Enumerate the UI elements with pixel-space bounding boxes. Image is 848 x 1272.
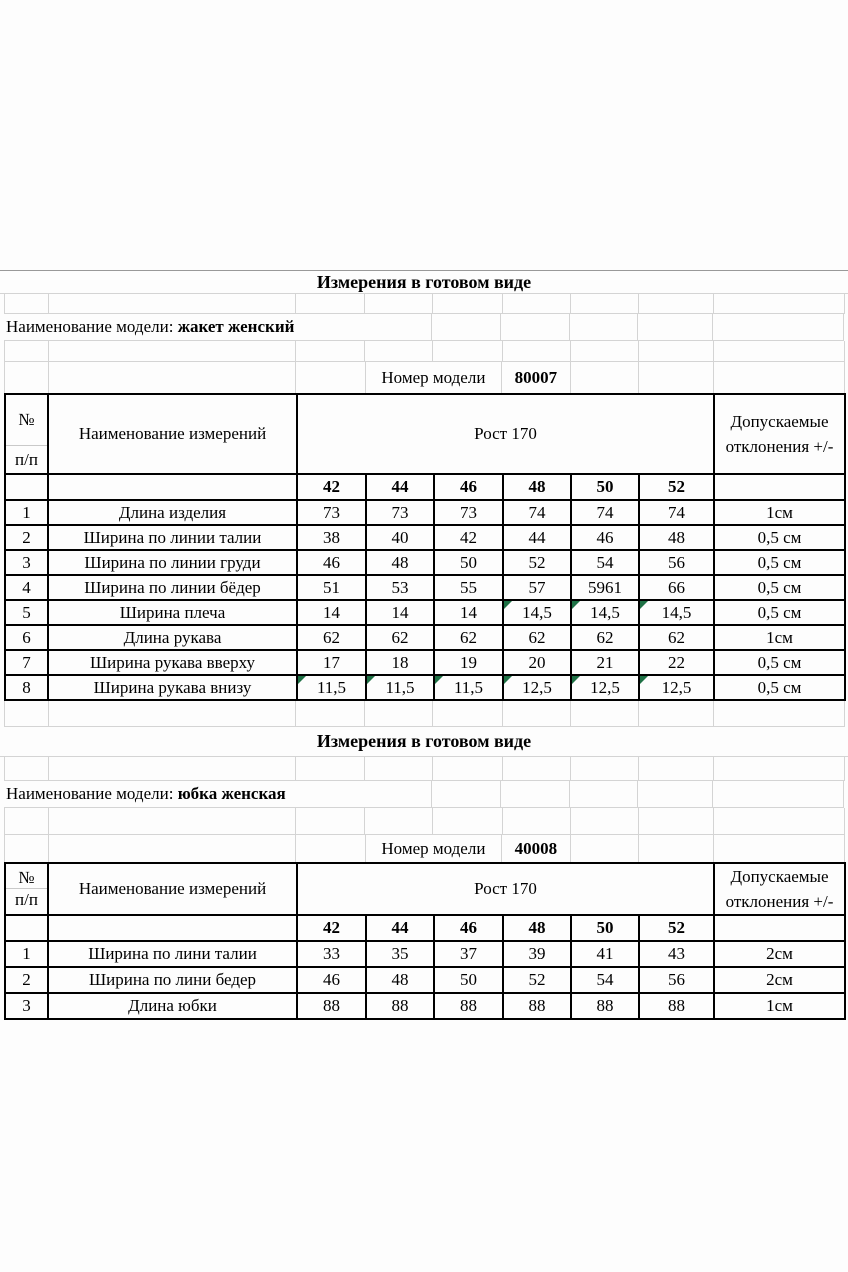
- value-cell: 18: [366, 650, 434, 675]
- value-cell: 48: [366, 967, 434, 993]
- deviation-cell: 2см: [714, 967, 845, 993]
- grid-cell: [433, 808, 502, 834]
- grid-cell: [639, 835, 714, 862]
- deviation-header-line2: отклонения +/-: [725, 437, 834, 456]
- value-cell: 88: [571, 993, 639, 1019]
- grid-cell: [5, 757, 49, 780]
- value-cell: 52: [503, 550, 571, 575]
- value-cell: 55: [434, 575, 503, 600]
- num-sign: №: [6, 395, 47, 446]
- value-cell: 48: [639, 525, 714, 550]
- value-cell: 62: [503, 625, 571, 650]
- grid-cell: [49, 294, 296, 313]
- grid-cell: [714, 835, 845, 862]
- grid-cell: [49, 808, 296, 834]
- grid-cell: [714, 701, 845, 726]
- size-header-row: [5, 474, 845, 500]
- grid-cell: [5, 835, 49, 862]
- table-row: [5, 967, 845, 993]
- value-cell: 11,5: [434, 675, 503, 700]
- value-cell: 74: [503, 500, 571, 525]
- value-cell: 5961: [571, 575, 639, 600]
- value-cell: 53: [366, 575, 434, 600]
- grid-cell: [714, 808, 845, 834]
- grid-cell: [639, 362, 714, 393]
- skirt-section: [0, 727, 848, 1020]
- model-name: жакет женский: [177, 317, 295, 336]
- grid-cell: [5, 362, 49, 393]
- model-label: Наименование модели:: [6, 317, 174, 336]
- grid-cell: [5, 294, 49, 313]
- grid-cell: [571, 757, 639, 780]
- value-cell: 50: [434, 550, 503, 575]
- value-cell: 14: [366, 600, 434, 625]
- value-cell: 42: [434, 525, 503, 550]
- value-cell: 12,5: [503, 675, 571, 700]
- deviation-cell: 0,5 см: [714, 600, 845, 625]
- size-cell: 46: [434, 474, 503, 500]
- row-number-cell: 6: [5, 625, 48, 650]
- value-cell: 11,5: [297, 675, 366, 700]
- grid-cell: [49, 341, 296, 361]
- deviation-cell: 0,5 см: [714, 550, 845, 575]
- measurement-name-cell: Длина юбки: [48, 993, 297, 1019]
- value-cell: 19: [434, 650, 503, 675]
- value-cell: 33: [297, 941, 366, 967]
- value-cell: 62: [434, 625, 503, 650]
- size-cell: 48: [503, 915, 571, 941]
- grid-cell: [638, 314, 713, 340]
- grid-cell: [714, 294, 845, 313]
- grid-cell: [365, 808, 433, 834]
- grid-cell: [501, 314, 569, 340]
- value-cell: 56: [639, 550, 714, 575]
- row-number-cell: 4: [5, 575, 48, 600]
- grid-cell: [49, 362, 297, 393]
- grid-filler-row: [4, 757, 845, 781]
- blank-area-top: [0, 0, 848, 271]
- size-cell: 44: [366, 915, 434, 941]
- grid-cell: [296, 341, 365, 361]
- deviation-header-cell: [714, 394, 845, 474]
- grid-cell: [296, 835, 365, 862]
- table-row: [5, 675, 845, 700]
- grid-cell: [571, 341, 639, 361]
- section-title: [0, 271, 848, 294]
- deviation-cell: 2см: [714, 941, 845, 967]
- row-number-cell: 3: [5, 550, 48, 575]
- value-cell: 46: [297, 550, 366, 575]
- grid-cell: [713, 781, 844, 807]
- value-cell: 73: [297, 500, 366, 525]
- grid-cell: [432, 781, 501, 807]
- empty-cell: [48, 915, 297, 941]
- value-cell: 56: [639, 967, 714, 993]
- value-cell: 37: [434, 941, 503, 967]
- table-row: [5, 650, 845, 675]
- row-number-cell: 2: [5, 525, 48, 550]
- grid-cell: [296, 757, 365, 780]
- grid-filler-row: [4, 701, 845, 727]
- row-number-cell: 3: [5, 993, 48, 1019]
- grid-cell: [433, 701, 502, 726]
- table-row: [5, 941, 845, 967]
- value-cell: 57: [503, 575, 571, 600]
- grid-cell: [639, 701, 714, 726]
- deviation-cell: 1см: [714, 625, 845, 650]
- grid-cell: [639, 757, 714, 780]
- height-group-header-cell: Рост 170: [297, 394, 714, 474]
- table-row: [5, 625, 845, 650]
- grid-cell: [638, 781, 713, 807]
- grid-cell: [365, 294, 433, 313]
- measurement-name-cell: Длина изделия: [48, 500, 297, 525]
- grid-cell: [503, 701, 571, 726]
- grid-cell: [571, 835, 639, 862]
- value-cell: 48: [366, 550, 434, 575]
- grid-cell: [503, 341, 571, 361]
- table-row: [5, 993, 845, 1019]
- value-cell: 14: [434, 600, 503, 625]
- value-cell: 22: [639, 650, 714, 675]
- model-name: юбка женская: [177, 784, 286, 803]
- value-cell: 88: [503, 993, 571, 1019]
- size-cell: 46: [434, 915, 503, 941]
- model-number-label: Номер модели: [366, 835, 503, 862]
- table-row: [5, 500, 845, 525]
- value-cell: 62: [297, 625, 366, 650]
- grid-cell: [571, 362, 639, 393]
- grid-cell: [639, 341, 714, 361]
- grid-cell: [296, 362, 365, 393]
- value-cell: 11,5: [366, 675, 434, 700]
- jacket-section: [0, 271, 848, 701]
- row-number-header-cell: [5, 863, 48, 915]
- value-cell: 73: [434, 500, 503, 525]
- grid-cell: [501, 781, 569, 807]
- grid-cell: [365, 341, 433, 361]
- value-cell: 35: [366, 941, 434, 967]
- num-sign: №: [6, 868, 47, 889]
- deviation-header-line1: Допускаемые: [730, 412, 829, 431]
- value-cell: 46: [297, 967, 366, 993]
- value-cell: 14,5: [503, 600, 571, 625]
- value-cell: 54: [571, 967, 639, 993]
- grid-cell: [433, 294, 502, 313]
- grid-cell: [571, 701, 639, 726]
- size-header-row: [5, 915, 845, 941]
- model-number-value: 40008: [502, 835, 570, 862]
- grid-cell: [570, 314, 638, 340]
- grid-cell: [365, 701, 433, 726]
- value-cell: 50: [434, 967, 503, 993]
- row-number-cell: 1: [5, 500, 48, 525]
- measurement-name-cell: Ширина по линии груди: [48, 550, 297, 575]
- grid-cell: [639, 808, 714, 834]
- value-cell: 88: [434, 993, 503, 1019]
- value-cell: 39: [503, 941, 571, 967]
- grid-cell: [639, 294, 714, 313]
- value-cell: 52: [503, 967, 571, 993]
- row-number-cell: 1: [5, 941, 48, 967]
- grid-cell: [714, 362, 845, 393]
- value-cell: 14,5: [639, 600, 714, 625]
- deviation-cell: 0,5 см: [714, 525, 845, 550]
- grid-cell: [296, 808, 365, 834]
- deviation-header-line2: отклонения +/-: [725, 892, 834, 911]
- model-name-line: [4, 784, 364, 804]
- value-cell: 17: [297, 650, 366, 675]
- value-cell: 74: [639, 500, 714, 525]
- value-cell: 62: [571, 625, 639, 650]
- grid-cell: [49, 701, 296, 726]
- grid-filler-row: [4, 341, 845, 362]
- deviation-cell: 0,5 см: [714, 575, 845, 600]
- num-pp: п/п: [15, 449, 38, 469]
- value-cell: 20: [503, 650, 571, 675]
- size-cell: 42: [297, 915, 366, 941]
- num-pp: п/п: [15, 889, 38, 909]
- deviation-cell: 1см: [714, 993, 845, 1019]
- model-name-row: [4, 314, 844, 341]
- empty-cell: [714, 915, 845, 941]
- grid-cell: [296, 701, 365, 726]
- grid-cell: [432, 314, 501, 340]
- grid-cell: [5, 808, 49, 834]
- value-cell: 51: [297, 575, 366, 600]
- value-cell: 66: [639, 575, 714, 600]
- value-cell: 41: [571, 941, 639, 967]
- grid-cell: [570, 781, 638, 807]
- model-number-row: [4, 835, 845, 862]
- measurement-name-cell: Ширина рукава внизу: [48, 675, 297, 700]
- table-row: [5, 550, 845, 575]
- value-cell: 88: [297, 993, 366, 1019]
- size-cell: 42: [297, 474, 366, 500]
- empty-cell: [5, 474, 48, 500]
- grid-cell: [503, 808, 571, 834]
- empty-cell: [5, 915, 48, 941]
- measurement-name-cell: Ширина по линии талии: [48, 525, 297, 550]
- size-cell: 50: [571, 474, 639, 500]
- size-cell: 50: [571, 915, 639, 941]
- value-cell: 12,5: [571, 675, 639, 700]
- grid-cell: [714, 341, 845, 361]
- value-cell: 21: [571, 650, 639, 675]
- value-cell: 74: [571, 500, 639, 525]
- grid-filler-row: [4, 294, 845, 314]
- model-name-line: [4, 317, 364, 337]
- value-cell: 88: [639, 993, 714, 1019]
- height-group-header-cell: Рост 170: [297, 863, 714, 915]
- grid-cell: [5, 701, 49, 726]
- value-cell: 38: [297, 525, 366, 550]
- deviation-cell: 1см: [714, 500, 845, 525]
- deviation-cell: 0,5 см: [714, 675, 845, 700]
- size-cell: 52: [639, 474, 714, 500]
- grid-filler-row: [4, 808, 845, 835]
- grid-cell: [433, 341, 502, 361]
- value-cell: 14: [297, 600, 366, 625]
- measurement-name-header-cell: Наименование измерений: [48, 394, 297, 474]
- measurement-name-cell: Ширина плеча: [48, 600, 297, 625]
- title-text: Измерения в готовом виде: [316, 271, 532, 292]
- deviation-header-cell: [714, 863, 845, 915]
- value-cell: 62: [366, 625, 434, 650]
- measurement-name-cell: Ширина рукава вверху: [48, 650, 297, 675]
- measurement-name-cell: Ширина по лини талии: [48, 941, 297, 967]
- grid-cell: [714, 757, 845, 780]
- grid-cell: [713, 314, 844, 340]
- row-number-cell: 7: [5, 650, 48, 675]
- value-cell: 62: [639, 625, 714, 650]
- row-number-cell: 5: [5, 600, 48, 625]
- grid-cell: [364, 781, 432, 807]
- grid-cell: [571, 808, 639, 834]
- grid-cell: [296, 294, 365, 313]
- deviation-header-line1: Допускаемые: [730, 867, 829, 886]
- value-cell: 43: [639, 941, 714, 967]
- value-cell: 14,5: [571, 600, 639, 625]
- grid-cell: [49, 757, 296, 780]
- value-cell: 73: [366, 500, 434, 525]
- model-number-value: 80007: [502, 362, 570, 393]
- table-row: [5, 575, 845, 600]
- row-number-cell: 8: [5, 675, 48, 700]
- measurement-name-cell: Ширина по лини бедер: [48, 967, 297, 993]
- grid-cell: [503, 294, 571, 313]
- skirt-measurement-table: [4, 862, 846, 1020]
- grid-cell: [433, 757, 502, 780]
- value-cell: 54: [571, 550, 639, 575]
- value-cell: 88: [366, 993, 434, 1019]
- table-header-row: [5, 863, 845, 915]
- size-cell: 52: [639, 915, 714, 941]
- table-header-row: [5, 394, 845, 474]
- value-cell: 12,5: [639, 675, 714, 700]
- grid-cell: [364, 314, 432, 340]
- measurement-name-cell: Ширина по линии бёдер: [48, 575, 297, 600]
- jacket-measurement-table: [4, 393, 846, 701]
- row-number-cell: 2: [5, 967, 48, 993]
- value-cell: 40: [366, 525, 434, 550]
- empty-cell: [48, 474, 297, 500]
- size-cell: 48: [503, 474, 571, 500]
- deviation-cell: 0,5 см: [714, 650, 845, 675]
- size-cell: 44: [366, 474, 434, 500]
- model-number-row: [4, 362, 845, 393]
- value-cell: 46: [571, 525, 639, 550]
- row-number-header-cell: [5, 394, 48, 474]
- empty-cell: [714, 474, 845, 500]
- table-row: [5, 600, 845, 625]
- measurement-name-header-cell: Наименование измерений: [48, 863, 297, 915]
- value-cell: 44: [503, 525, 571, 550]
- grid-cell: [503, 757, 571, 780]
- table-row: [5, 525, 845, 550]
- grid-cell: [49, 835, 297, 862]
- title-text: Измерения в готовом виде: [316, 731, 532, 751]
- model-label: Наименование модели:: [6, 784, 174, 803]
- model-number-label: Номер модели: [366, 362, 503, 393]
- grid-cell: [571, 294, 639, 313]
- grid-cell: [5, 341, 49, 361]
- measurement-name-cell: Длина рукава: [48, 625, 297, 650]
- section-title: [0, 727, 848, 757]
- grid-cell: [365, 757, 433, 780]
- model-name-row: [4, 781, 844, 808]
